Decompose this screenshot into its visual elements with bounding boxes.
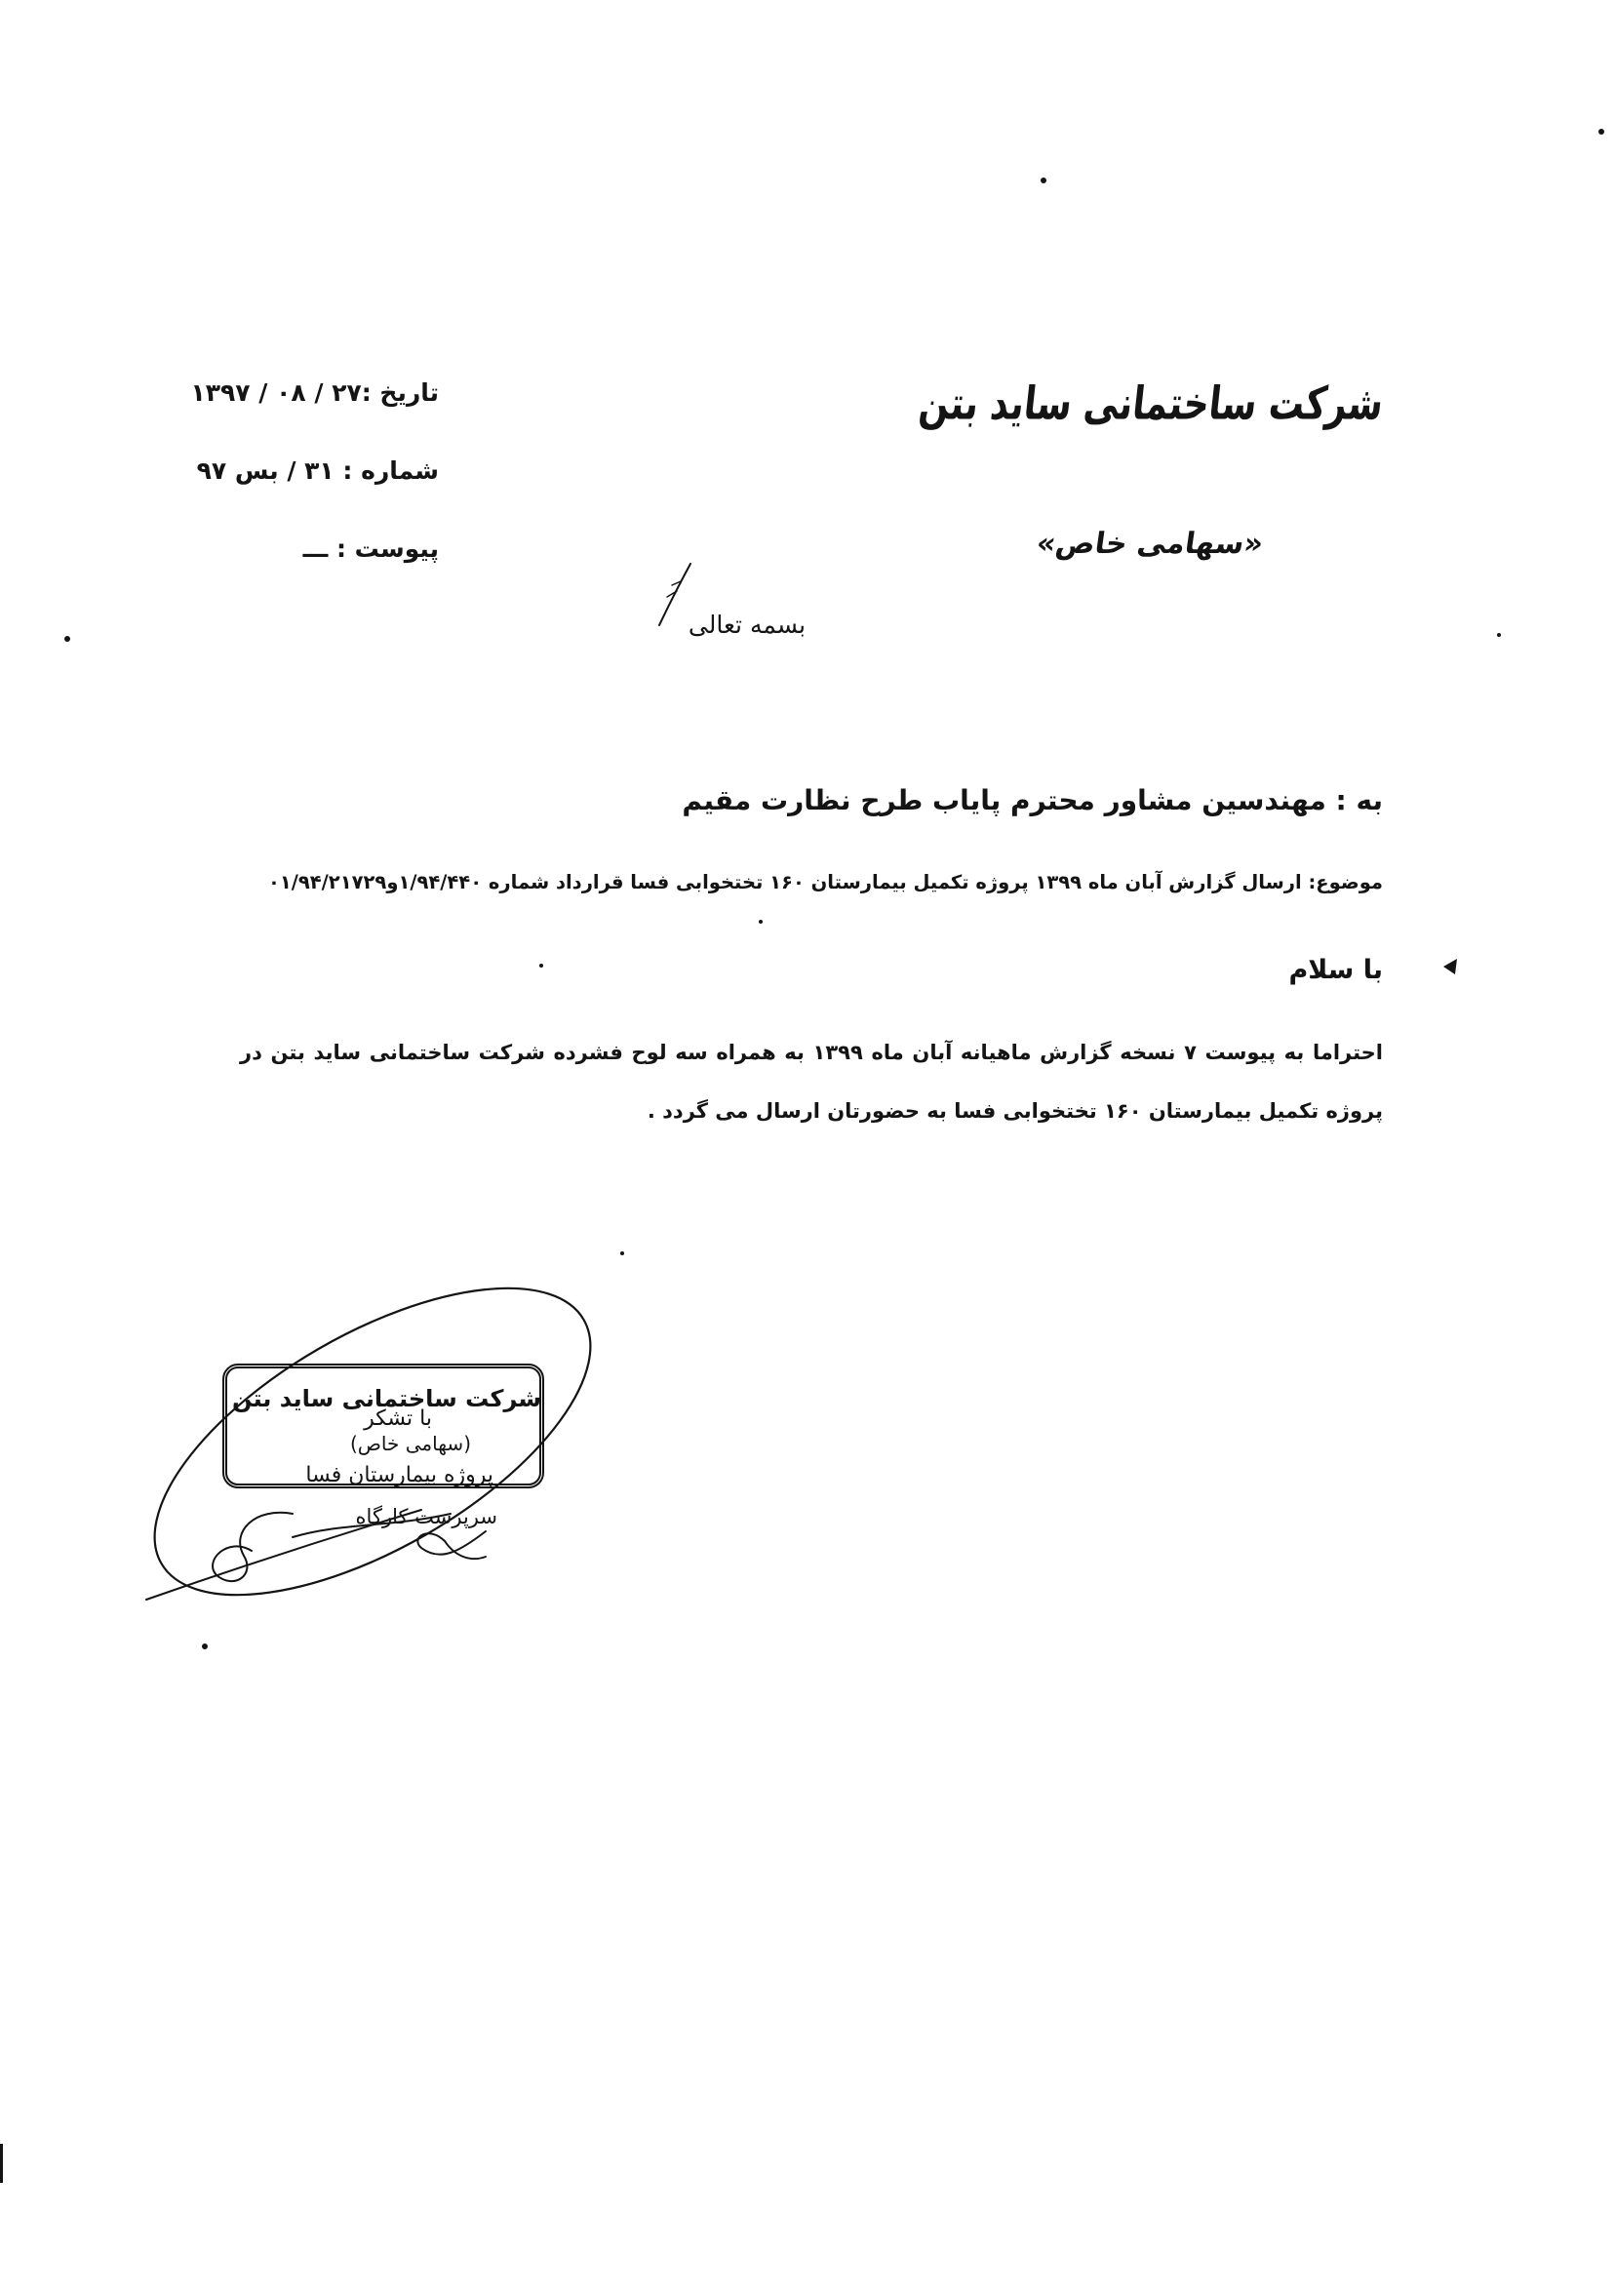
subject-line: موضوع: ارسال گزارش آبان ماه ۱۳۹۹ پروژه تکمیل بیمارستان ۱۶۰ تختخوابی فسا قرارداد شماره ۱/۹۴/۴۴۰و۰۱/۹۴/۲۱۷۲۹ [267, 871, 1383, 893]
number-field: شماره : ۳۱ / بس ۹۷ [196, 456, 439, 485]
scan-speck [1041, 178, 1046, 183]
pen-mark [667, 581, 681, 597]
recipient-line: به : مهندسین مشاور محترم پایاب طرح نظارت مقیم [682, 784, 1383, 816]
scan-speck [202, 1643, 208, 1649]
attachment-field: پیوست : ـــ [302, 534, 439, 563]
scan-speck [759, 920, 763, 924]
body-line: پروژه تکمیل بیمارستان ۱۶۰ تختخوابی فسا به حضورتان ارسال می گردد . [647, 1099, 1383, 1123]
stamp-project: پروژه بیمارستان فسا [305, 1463, 493, 1487]
signature-stroke [417, 1531, 486, 1559]
signature-stroke [213, 1513, 293, 1581]
scan-speck [1497, 633, 1501, 637]
date-field: تاریخ :۲۷ / ۰۸ / ۱۳۹۷ [190, 378, 439, 407]
greeting-line: با سلام [1288, 955, 1383, 985]
edge-mark [0, 2144, 3, 2183]
stamp-company-type: (سهامی خاص) [349, 1432, 471, 1455]
scan-speck [1598, 129, 1604, 135]
body-line: احتراما به پیوست ۷ نسخه گزارش ماهیانه آبان ماه ۱۳۹۹ به همراه سه لوح فشرده شرکت ساختمانی ساید بتن در [240, 1041, 1383, 1064]
letterhead-company-type: «سهامی خاص» [1034, 527, 1266, 561]
scan-speck [620, 1251, 624, 1255]
scan-speck [539, 964, 543, 968]
stamp-role: سرپرست کارگاه [355, 1505, 497, 1528]
invocation-text: بسمه تعالی [688, 611, 807, 639]
margin-arrow-mark [1443, 959, 1457, 974]
scan-speck [64, 636, 70, 642]
closing-text: با تشکر [364, 1406, 432, 1431]
stamp-company-name: شرکت ساختمانی ساید بتن [232, 1385, 541, 1412]
letterhead-company-name: شرکت ساختمانی ساید بتن [916, 377, 1386, 430]
